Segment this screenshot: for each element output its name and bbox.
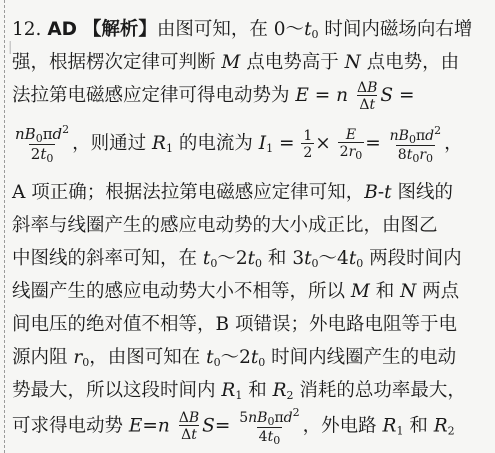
margin-divider: [4, 0, 5, 453]
line-11: 势最大，所以这段时间内 $R_1$ 和 $R_2$ 消耗的总功率最大，: [12, 380, 466, 402]
solution-text: [12, 13, 490, 452]
line-6: 斜率与线圈产生的感应电动势的大小成正比，由图乙: [12, 215, 438, 236]
line-4: $\frac{nB_0\pi d^2}{2t_0}$ ，则通过 $R_1$ 的电流为 $I_1$ = $\frac{1}{2}$ × $\frac{E}{2r_0}$ = $\frac{nB_0\pi d^2}{8t_0r_0}$ ，: [15, 123, 463, 165]
ghost-text: |: [8, 40, 13, 55]
answer-key: AD: [47, 19, 77, 40]
line-12: 可求得电动势 E=n $\frac{\Delta B}{\Delta t}$ S= $\frac{5nB_0\pi d^2}{4t_0}$ ，外电路 $R_1$ 和 $R_2$: [12, 406, 455, 447]
line-9: 间电压的绝对值不相等，B 项错误；外电路电阻等于电: [12, 314, 457, 335]
analysis-tag: 【解析】: [82, 19, 157, 40]
fraction-dB-dt-2: $\frac{\Delta B}{\Delta t}$: [178, 410, 200, 443]
line-10: 源内阻 $r_0$，由图可知在 $t_0\sim 2t_0$ 时间内线圈产生的电动: [12, 347, 457, 369]
line-1: 12. AD 【解析】由图可知，在 $0\sim t_0$ 时间内磁场向右增: [12, 19, 473, 41]
question-number: 12.: [12, 19, 42, 40]
fraction-dB-dt: $\frac{\Delta B}{\Delta t}$: [356, 79, 378, 113]
line-7: 中图线的斜率可知，在 $t_0\sim 2t_0$ 和 $3t_0\sim 4t_0$ 两段时间内: [12, 248, 462, 270]
line-8: 线圈产生的感应电动势大小不相等，所以 M 和 N 两点: [12, 281, 460, 302]
line-5: A 项正确；根据法拉第电磁感应定律可知，B-t 图线的: [12, 182, 453, 203]
fraction-E-2r0: $\frac{E}{2r_0}$: [339, 126, 363, 162]
fraction-current: $\frac{nB_0\pi d^2}{8t_0r_0}$: [389, 123, 442, 165]
fraction-max-emf: $\frac{5nB_0\pi d^2}{4t_0}$: [239, 406, 300, 447]
line-2: 强，根据楞次定律可判断 M 点电势高于 N 点电势，由: [12, 52, 460, 73]
fraction-emf: $\frac{nB_0\pi d^2}{2t_0}$: [15, 123, 70, 165]
fraction-half: $\frac{1}{2}$: [303, 127, 313, 161]
line-3: 法拉第电磁感应定律可得电动势为 E = n $\frac{\Delta B}{\Delta t}$ S =: [12, 79, 415, 113]
